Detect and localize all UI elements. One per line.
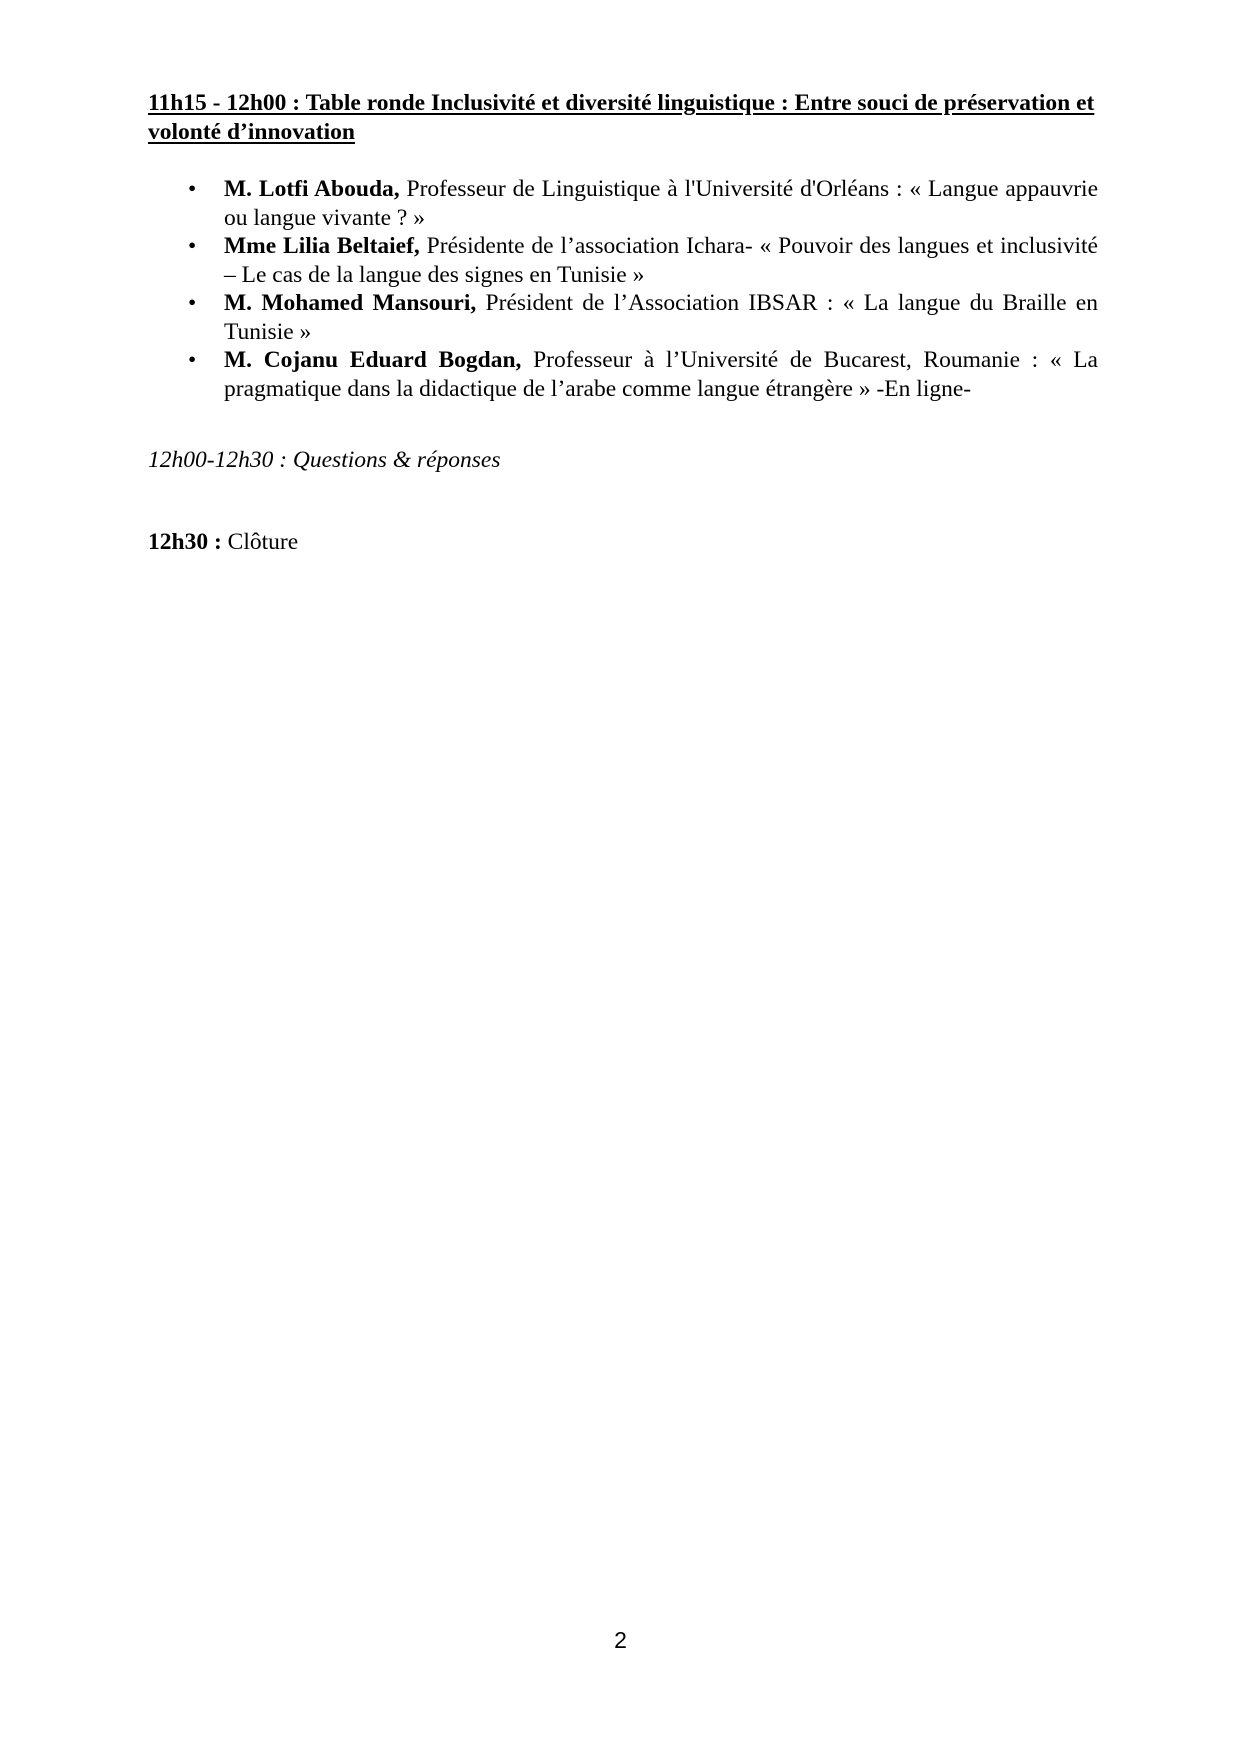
speaker-list — [148, 175, 1098, 403]
page-number: 2 — [614, 1627, 627, 1653]
speaker-name: M. Cojanu Eduard Bogdan, — [224, 347, 522, 373]
speaker-name: Mme Lilia Beltaief, — [224, 233, 420, 259]
list-item — [148, 346, 1098, 403]
speaker-name: M. Lotfi Abouda, — [224, 176, 400, 202]
list-item — [148, 289, 1098, 346]
bullet-icon: • — [188, 176, 197, 202]
bullet-icon: • — [188, 233, 197, 259]
closing-label: Clôture — [221, 529, 299, 555]
bullet-icon: • — [188, 347, 197, 373]
list-item — [148, 232, 1098, 289]
speaker-name: M. Mohamed Mansouri, — [224, 290, 477, 316]
bullet-icon: • — [188, 290, 197, 316]
speaker-description: Président de l’Association IBSAR : « La langue du Braille en Tunisie » — [224, 290, 1098, 345]
speaker-description: Professeur à l’Université de Bucarest, Roumanie : « La pragmatique dans la didactique de l’arabe comme langue étrangère » -En ligne- — [224, 347, 1098, 402]
qa-session: 12h00-12h30 : Questions & réponses — [148, 447, 501, 473]
session-title: 11h15 - 12h00 : Table ronde Inclusivité et diversité linguistique : Entre souci de préservation et volonté d’innovation — [148, 90, 1095, 145]
list-item — [148, 175, 1098, 232]
speaker-description: Professeur de Linguistique à l'Université d'Orléans : « Langue appauvrie ou langue vivante ? » — [224, 176, 1099, 231]
closing-session — [148, 528, 298, 557]
closing-time: 12h30 : — [148, 529, 222, 555]
speaker-description: Présidente de l’association Ichara- « Pouvoir des langues et inclusivité – Le cas de la langue des signes en Tunisie » — [224, 233, 1098, 288]
